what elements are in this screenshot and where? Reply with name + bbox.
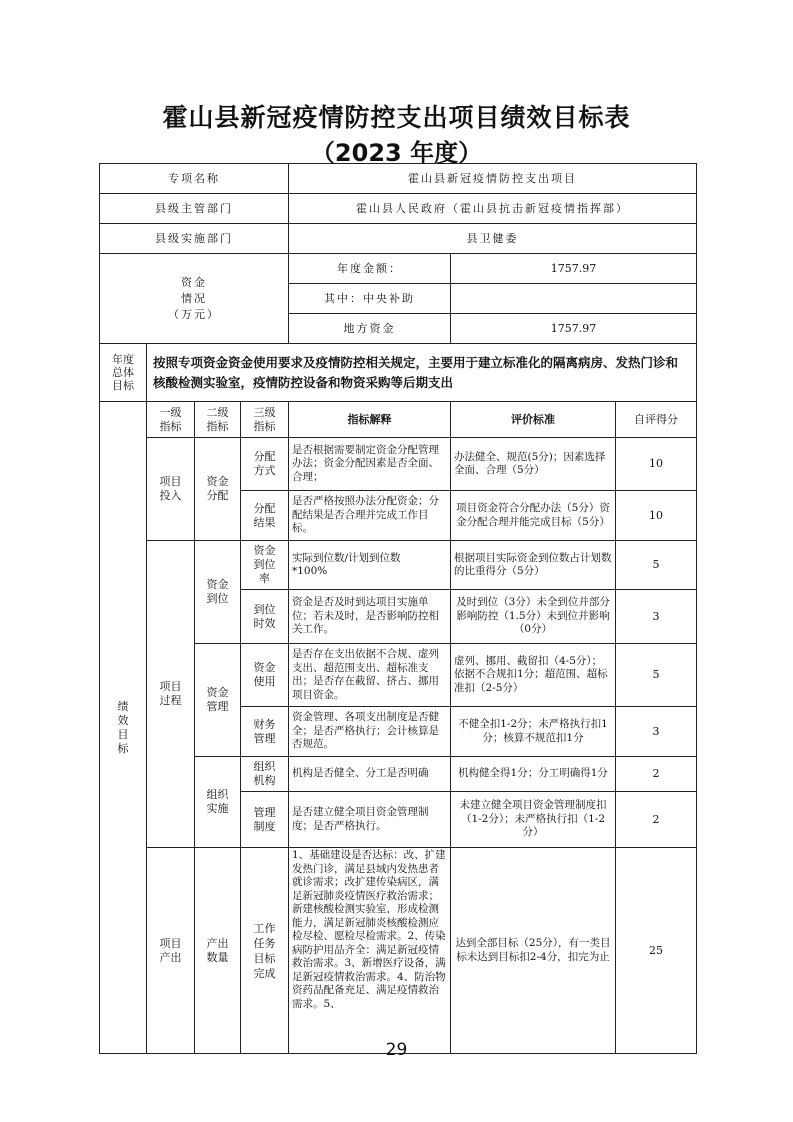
criteria-cell: 不健全扣1-2分；未严格执行扣1分；核算不规范扣1分 [451, 707, 616, 757]
group-process: 项目 过程 [147, 541, 195, 848]
l2-fund-alloc: 资金 分配 [195, 438, 241, 541]
central-subsidy-label: 其中：中央补助 [289, 284, 451, 314]
page-subtitle: （2023 年度） [310, 139, 483, 167]
performance-table [99, 163, 697, 1054]
criteria-cell: 办法健全、规范(5分)；因素选择全面、合理（5分） [451, 438, 616, 491]
l2-org: 组织 实施 [195, 757, 241, 848]
explain-cell: 是否严格按照办法分配资金；分配结果是否合理并完成工作目标。 [289, 491, 451, 541]
criteria-cell: 及时到位（3分）未全到位并部分影响防控（1.5分）未到位并影响（0分） [451, 590, 616, 644]
explain-cell: 是否根据需要制定资金分配管理办法；资金分配因素是否全面、合理； [289, 438, 451, 491]
score-cell: 3 [616, 707, 697, 757]
score-cell: 10 [616, 491, 697, 541]
table-row [100, 848, 697, 1054]
l2-fund-arrive: 资金 到位 [195, 541, 241, 644]
annual-goal-text: 按照专项资金资金使用要求及疫情防控相关规定，主要用于建立标准化的隔离病房、发热门诊和核酸检测实验室，疫情防控设备和物资采购等后期支出 [147, 344, 697, 402]
criteria-cell: 根据项目实际资金到位数占计划数的比重得分（5分） [451, 541, 616, 590]
project-name-label: 专项名称 [100, 164, 289, 194]
project-name-value: 霍山县新冠疫情防控支出项目 [289, 164, 697, 194]
group-input: 项目 投入 [147, 438, 195, 541]
l3-cell: 分配 结果 [241, 491, 289, 541]
l3-cell: 资金 使用 [241, 644, 289, 707]
l3-cell: 到位 时效 [241, 590, 289, 644]
l3-cell: 财务 管理 [241, 707, 289, 757]
header-level1: 一级 指标 [147, 402, 195, 438]
impl-value: 县卫健委 [289, 224, 697, 254]
score-cell: 5 [616, 644, 697, 707]
score-cell: 25 [616, 848, 697, 1054]
group-output: 项目 产出 [147, 848, 195, 1054]
local-funds-value: 1757.97 [451, 314, 697, 344]
explain-cell: 1、基础建设是否达标：改、扩建发热门诊，满足县域内发热患者就诊需求；改扩建传染病区，满足新冠肺炎疫情医疗救治需求；新建核酸检测实验室，形成检测能力，满足新冠肺炎核酸检测应检尽检、愿检尽检需求。2、传染病防护用品齐全：满足新冠疫情救治需求。3、新增医疗设备，满足新冠疫情救治需求。4、防治物资药品配备充足、满足疫情救治需求。5、 [289, 848, 451, 1054]
table-row [100, 541, 697, 590]
l2-fund-mgmt: 资金 管理 [195, 644, 241, 757]
header-criteria: 评价标准 [451, 402, 616, 438]
score-cell: 5 [616, 541, 697, 590]
annual-goal-label: 年度 总体 目标 [100, 344, 147, 402]
impl-label: 县级实施部门 [100, 224, 289, 254]
explain-cell: 资金管理、各项支出制度是否健全；是否严格执行；会计核算是否规范。 [289, 707, 451, 757]
criteria-cell: 机构健全得1分；分工明确得1分 [451, 757, 616, 792]
l3-cell: 管理 制度 [241, 792, 289, 848]
annual-amount-value: 1757.97 [451, 254, 697, 284]
criteria-cell: 未建立健全项目资金管理制度扣（1-2分）；未严格执行扣（1-2分） [451, 792, 616, 848]
explain-cell: 是否建立健全项目资金管理制度；是否严格执行。 [289, 792, 451, 848]
explain-cell: 机构是否健全、分工是否明确 [289, 757, 451, 792]
page-number: 29 [385, 1040, 408, 1060]
local-funds-label: 地方资金 [289, 314, 451, 344]
l3-cell: 分配 方式 [241, 438, 289, 491]
funds-label: 资金 情况 （万元） [100, 254, 289, 344]
l2-output-qty: 产出 数量 [195, 848, 241, 1054]
score-cell: 2 [616, 792, 697, 848]
criteria-cell: 虚列、挪用、截留扣（4-5分）；依据不合规扣1分；超范围、超标准扣（2-5分） [451, 644, 616, 707]
central-subsidy-value [451, 284, 697, 314]
header-level3: 三级 指标 [241, 402, 289, 438]
table-row [100, 438, 697, 491]
dept-value: 霍山县人民政府（霍山县抗击新冠疫情指挥部） [289, 194, 697, 224]
l3-cell: 组织 机构 [241, 757, 289, 792]
criteria-cell: 达到全部目标（25分），有一类目标未达到目标扣2-4分，扣完为止 [451, 848, 616, 1054]
explain-cell: 是否存在支出依据不合规、虚列支出、超范围支出、超标准支出；是否存在截留、挤占、挪用项目资金。 [289, 644, 451, 707]
header-explain: 指标解释 [289, 402, 451, 438]
score-cell: 2 [616, 757, 697, 792]
dept-label: 县级主管部门 [100, 194, 289, 224]
l3-cell: 工作 任务 目标 完成 [241, 848, 289, 1054]
criteria-cell: 项目资金符合分配办法（5分）资金分配合理并能完成目标（5分） [451, 491, 616, 541]
performance-side-label: 绩 效 目 标 [100, 402, 147, 1054]
score-cell: 3 [616, 590, 697, 644]
explain-cell: 资金是否及时到达项目实施单位；若未及时，是否影响防控相关工作。 [289, 590, 451, 644]
l3-cell: 资金 到位 率 [241, 541, 289, 590]
score-cell: 10 [616, 438, 697, 491]
explain-cell: 实际到位数/计划到位数 *100% [289, 541, 451, 590]
header-score: 自评得分 [616, 402, 697, 438]
annual-amount-label: 年度金额： [289, 254, 451, 284]
page-title: 霍山县新冠疫情防控支出项目绩效目标表 [162, 103, 631, 132]
header-level2: 二级 指标 [195, 402, 241, 438]
